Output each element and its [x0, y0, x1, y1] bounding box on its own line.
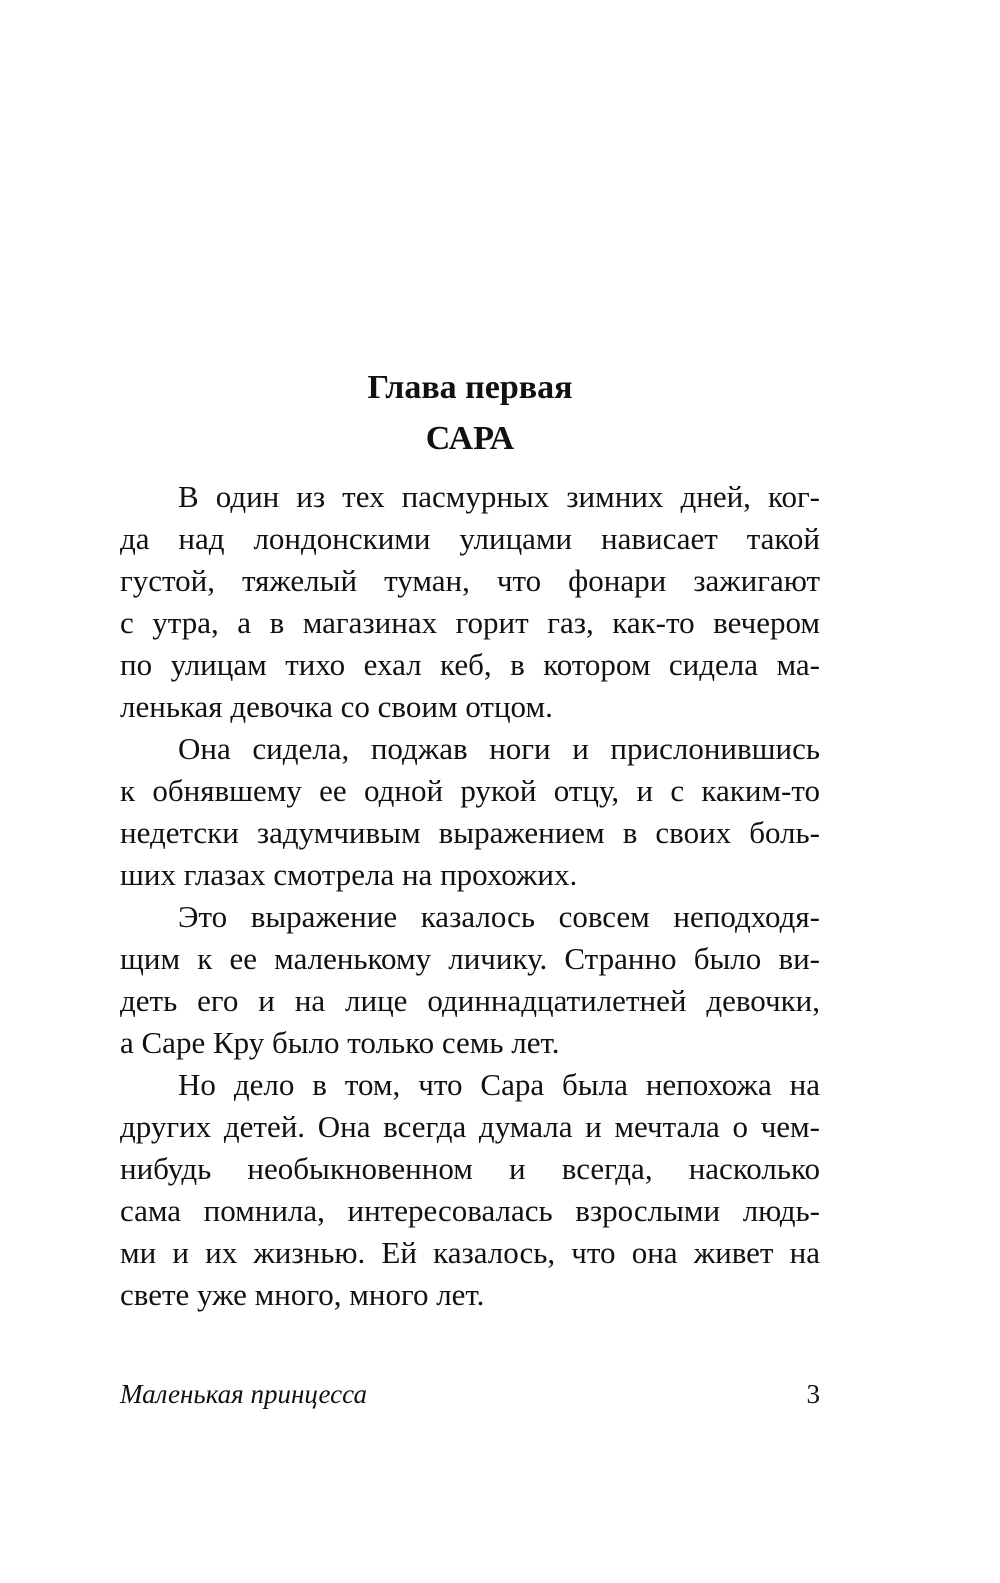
chapter-label: Глава первая: [367, 369, 573, 406]
text-line: к обнявшему ее одной рукой отцу, и с каким-то: [120, 773, 820, 808]
text-line: густой, тяжелый туман, что фонари зажигают: [120, 563, 820, 598]
text-line: сама помнила, интересовалась взрослыми людь-: [120, 1193, 820, 1228]
text-line: свете уже много, много лет.: [120, 1277, 485, 1312]
text-line: недетски задумчивым выражением в своих боль-: [120, 815, 820, 850]
text-line: ми и их жизнью. Ей казалось, что она живет на: [120, 1235, 820, 1270]
text-line: с утра, а в магазинах горит газ, как-то вечером: [120, 605, 820, 640]
chapter-title: САРА: [425, 420, 515, 457]
text-line: ших глазах смотрела на прохожих.: [120, 857, 578, 892]
text-line: других детей. Она всегда думала и мечтала о чем-: [120, 1109, 820, 1144]
text-line: В один из тех пасмурных зимних дней, ког-: [178, 479, 820, 514]
text-line: а Саре Кру было только семь лет.: [120, 1025, 560, 1060]
chapter-heading: [120, 362, 820, 464]
text-line: Это выражение казалось совсем неподходя-: [178, 899, 820, 934]
page-number: 3: [806, 1379, 820, 1409]
text-line: Она сидела, поджав ноги и прислонившись: [178, 731, 820, 766]
running-title: Маленькая принцесса: [120, 1379, 367, 1409]
page-footer: [120, 1376, 820, 1412]
text-line: щим к ее маленькому личику. Странно было ви-: [120, 941, 820, 976]
text-line: деть его и на лице одиннадцатилетней девочки,: [120, 983, 820, 1018]
text-line: нибудь необыкновенном и всегда, насколько: [120, 1151, 820, 1186]
chapter-body: [120, 476, 820, 1316]
text-line: да над лондонскими улицами нависает такой: [120, 521, 820, 556]
text-line: Но дело в том, что Сара была непохожа на: [178, 1067, 820, 1102]
text-line: по улицам тихо ехал кеб, в котором сидела ма-: [120, 647, 820, 682]
text-line: ленькая девочка со своим отцом.: [120, 689, 553, 724]
